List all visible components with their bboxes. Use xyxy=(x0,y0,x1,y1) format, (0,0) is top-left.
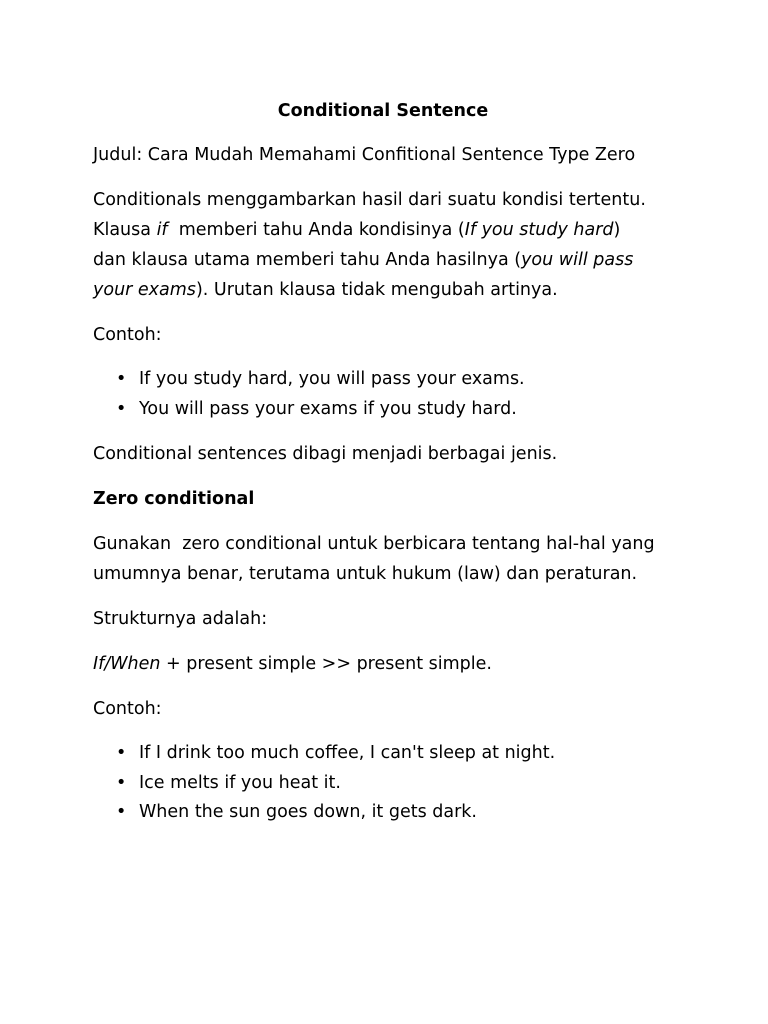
structure-formula xyxy=(93,649,683,679)
list-item-text: If I drink too much coffee, I can't sleep at night. xyxy=(139,743,556,763)
zero-desc-line-1: Gunakan zero conditional untuk berbicara tentang hal-hal yang xyxy=(93,534,655,554)
intro-text: memberi tahu Anda kondisinya ( xyxy=(167,220,465,240)
intro-line-3 xyxy=(93,245,683,275)
list-item-text: If you study hard, you will pass your exams. xyxy=(139,369,525,389)
document-title: Conditional Sentence xyxy=(277,101,489,121)
bullet-icon: • xyxy=(116,743,127,763)
types-sentence: Conditional sentences dibagi menjadi berbagai jenis. xyxy=(93,444,558,464)
intro-text: dan klausa utama memberi tahu Anda hasilnya ( xyxy=(93,250,522,270)
zero-conditional-description xyxy=(93,529,683,589)
list-item xyxy=(93,739,683,769)
main-clause-example: you will pass xyxy=(521,250,634,270)
structure-rest: + present simple >> present simple. xyxy=(160,654,492,674)
bullet-icon: • xyxy=(116,802,127,822)
list-item xyxy=(93,769,683,799)
contoh-label: Contoh: xyxy=(93,325,162,345)
structure-label: Strukturnya adalah: xyxy=(93,609,268,629)
intro-text: ) xyxy=(613,220,621,240)
bullet-icon: • xyxy=(116,369,127,389)
zero-desc-line-2: umumnya benar, terutama untuk hukum (law) dan peraturan. xyxy=(93,564,638,584)
bullet-icon: • xyxy=(116,398,127,419)
structure-if-when: If/When xyxy=(93,654,161,674)
intro-line-1: Conditionals menggambarkan hasil dari suatu kondisi tertentu. xyxy=(93,190,646,210)
intro-line-2 xyxy=(93,215,683,245)
example-list-2 xyxy=(93,739,683,828)
document-page xyxy=(93,96,683,828)
list-item xyxy=(93,365,683,395)
intro-text: ). Urutan klausa tidak mengubah artinya. xyxy=(195,280,558,300)
bullet-icon: • xyxy=(116,772,127,793)
main-clause-example-cont: your exams xyxy=(93,280,196,300)
list-item xyxy=(93,798,683,828)
list-item xyxy=(93,395,683,425)
if-keyword: if xyxy=(156,220,168,240)
judul-line: Judul: Cara Mudah Memahami Confitional Sentence Type Zero xyxy=(93,145,636,165)
if-clause-example: If you study hard xyxy=(464,220,614,240)
list-item-text: You will pass your exams if you study hard. xyxy=(139,398,517,419)
contoh-label: Contoh: xyxy=(93,699,162,719)
intro-paragraph xyxy=(93,185,683,305)
zero-conditional-heading: Zero conditional xyxy=(93,489,255,509)
list-item-text: Ice melts if you heat it. xyxy=(139,772,341,793)
example-list-1 xyxy=(93,365,683,424)
intro-text: Klausa xyxy=(93,220,157,240)
intro-line-4 xyxy=(93,275,683,305)
list-item-text: When the sun goes down, it gets dark. xyxy=(139,802,477,822)
